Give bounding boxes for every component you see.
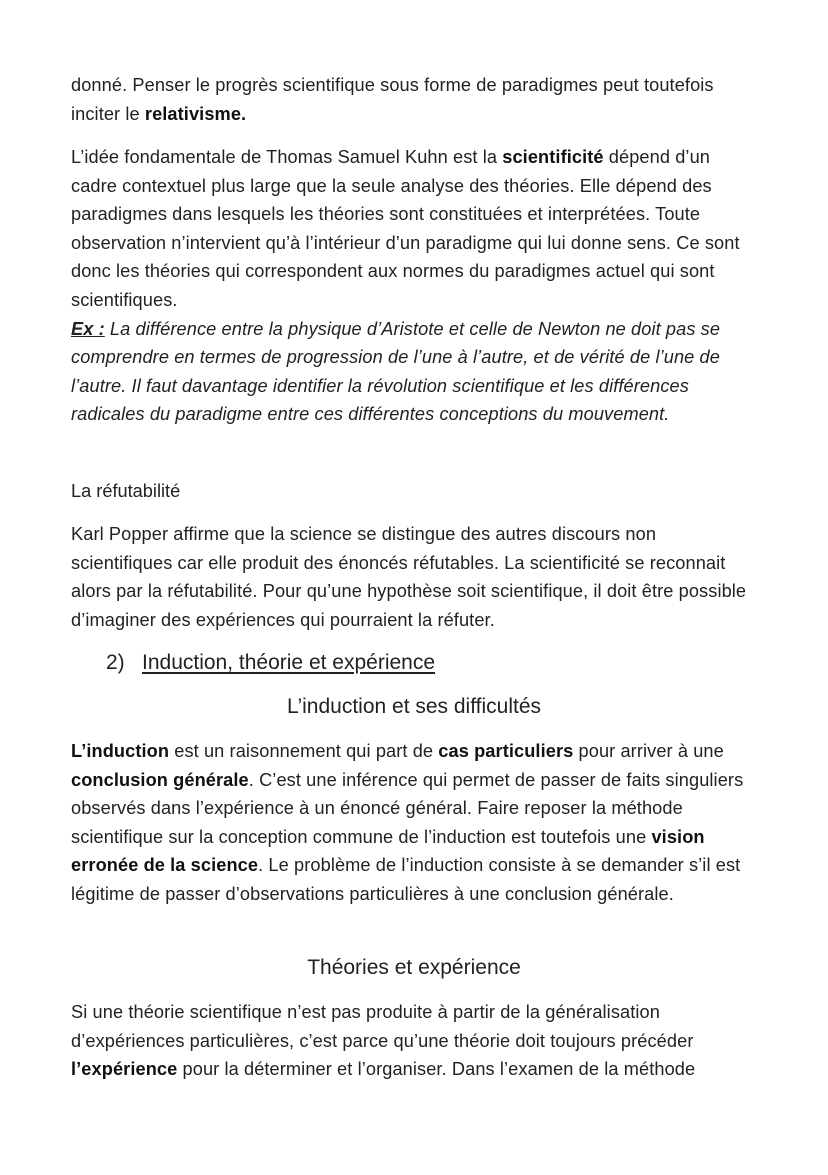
keyword-cas-particuliers: cas particuliers — [438, 741, 574, 761]
text-run: donné. Penser le progrès scientifique sous forme de paradigmes peut toutefois inciter le — [71, 75, 714, 124]
keyword-vision-erronee: vision erronée de la science — [71, 826, 705, 876]
text-run: . Le problème de l’induction consiste à se demander s’il est légitime de passer d’observations particulières à une conclusion générale. — [71, 855, 741, 904]
keyword-conclusion-generale: conclusion générale — [71, 769, 249, 790]
text-run: Si une théorie scientifique n’est pas produite à partir de la généralisation d’expériences particulières, c’est parce qu’une théorie doit toujours précéder — [71, 1002, 694, 1051]
keyword-relativisme: relativisme. — [144, 103, 247, 124]
section-title: Induction, théorie et expérience — [142, 651, 436, 674]
section-number: 2) — [106, 651, 125, 674]
keyword-induction: L’induction — [71, 741, 170, 761]
keyword-scientificite: scientificité — [502, 147, 604, 167]
section-heading-2 — [106, 648, 435, 678]
text-run: est un raisonnement qui part de — [169, 741, 439, 761]
text-run: L’idée fondamentale de Thomas Samuel Kuhn est la — [71, 147, 503, 167]
text-run: pour arriver à une — [573, 741, 724, 761]
text-run: dépend d’un cadre contextuel plus large que la seule analyse des théories. Elle dépend des paradigmes dans lesquels les théories sont constituées et interprétées. Toute observation n’intervient qu’à l’intérieur d’un paradigme qui lui donne sens. Ce sont donc les théories qui correspondent aux normes du paradigmes actuel qui sont scientifiques. — [71, 147, 740, 310]
example-text: La différence entre la physique d’Aristote et celle de Newton ne doit pas se comprendre en termes de progression de l’une à l’autre, et de vérité de l’une de l’autre. Il faut davantage identifier la révolution scientifique et les différences radicales du paradigme entre ces différentes conceptions du mouvement. — [71, 318, 721, 425]
paragraph-kuhn — [71, 143, 761, 429]
example-label: Ex : — [71, 318, 105, 339]
subheading-refutabilite: La réfutabilité — [71, 481, 181, 501]
paragraph-intro — [71, 71, 761, 128]
heading-induction: L’induction et ses difficultés — [286, 695, 542, 718]
text-run: pour la déterminer et l’organiser. Dans l’examen de la méthode — [177, 1059, 696, 1080]
paragraph-popper — [71, 520, 761, 634]
keyword-experience: l’expérience — [71, 1059, 178, 1080]
paragraph-theories — [71, 998, 761, 1084]
text-run: Karl Popper affirme que la science se distingue des autres discours non scientifiques car elle produit des énoncés réfutables. La scientificité se reconnait alors par la réfutabilité. Pour qu’une hypothèse soit scientifique, il doit être possible d’imaginer des expériences qui pourraient la réfuter. — [71, 524, 747, 630]
text-run: . C’est une inférence qui permet de passer de faits singuliers observés dans l’expérience à un énoncé général. Faire reposer la méthode scientifique sur la conception commune de l’induction est toutefois une — [71, 769, 744, 847]
paragraph-induction — [71, 737, 761, 909]
heading-theories: Théories et expérience — [307, 956, 521, 979]
